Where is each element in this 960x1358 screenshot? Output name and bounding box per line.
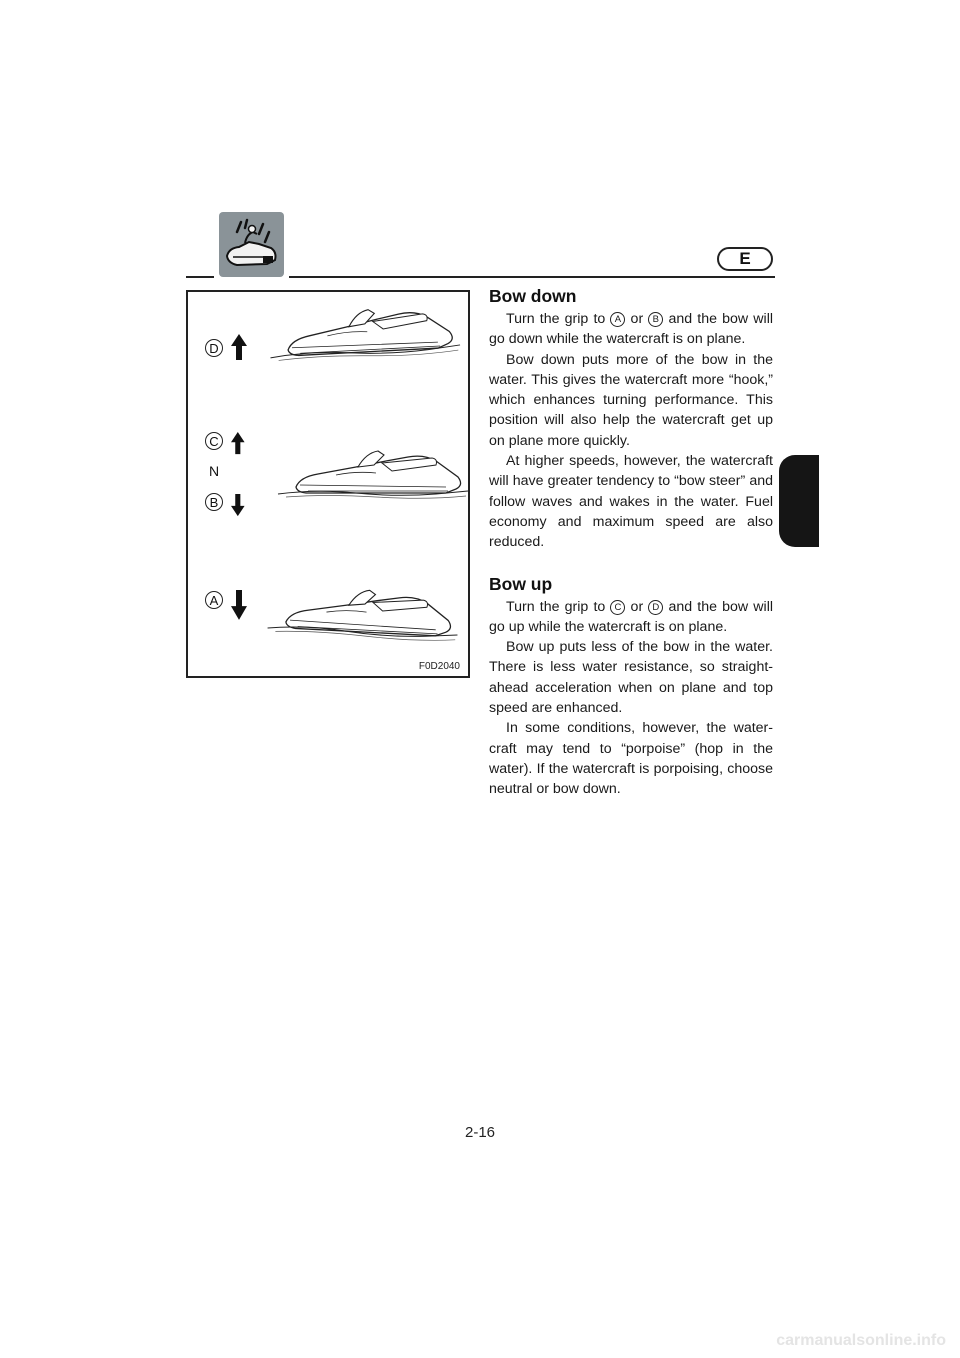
- paragraph: Bow up puts less of the bow in the water. There is less water resistance, so straight-ahead acceleration when on plane and top speed are enhanced.: [489, 639, 773, 717]
- craft-bow-up-high: [268, 305, 460, 362]
- arrow-down-icon: [231, 494, 245, 516]
- text-run: and the bow will go down while the watercraft is on plane.: [489, 311, 774, 348]
- paragraph: In some conditions, however, the water-craft may tend to “porpoise” (hop in the water). If the watercraft is porpoising, choose neutral or bow down.: [489, 720, 773, 798]
- section-heading-bow-down: Bow down: [489, 286, 577, 306]
- circled-label: D: [648, 600, 663, 615]
- label-n: N: [208, 463, 220, 479]
- circled-label: A: [610, 312, 625, 327]
- text-run: or: [625, 311, 649, 327]
- circled-label: C: [610, 600, 625, 615]
- paragraph: [489, 597, 773, 638]
- label-a: A: [209, 593, 219, 608]
- figure-code: F0D2040: [418, 661, 460, 672]
- label-b: B: [209, 495, 219, 510]
- craft-neutral: [278, 451, 468, 498]
- watermark: carmanualsonline.info: [776, 1332, 946, 1349]
- circled-label: B: [648, 312, 663, 327]
- trim-position-figure: [186, 290, 470, 678]
- header-rule-left: [186, 276, 214, 278]
- label-c: C: [209, 434, 219, 449]
- craft-bow-down: [267, 585, 459, 642]
- section-heading-bow-up: Bow up: [489, 573, 553, 594]
- language-badge: E: [717, 247, 773, 271]
- chapter-side-tab: [779, 455, 819, 547]
- paragraph: [489, 309, 773, 350]
- text-column: [489, 283, 773, 800]
- text-run: or: [625, 598, 649, 615]
- arrow-up-icon: [231, 334, 247, 360]
- text-run: and the bow will go up while the watercraft is on plane.: [489, 598, 774, 635]
- label-d: D: [209, 341, 219, 356]
- jet-ski-riding-icon: [219, 212, 284, 277]
- arrow-up-icon: [231, 432, 245, 454]
- page-number: 2-16: [464, 1124, 496, 1141]
- arrow-down-icon: [231, 590, 247, 620]
- paragraph: Bow down puts more of the bow in the water. This gives the watercraft more “hook,” which enhances turning performance. This position will also help the watercraft get up on plane more quickly.: [489, 351, 773, 449]
- paragraph: At higher speeds, however, the watercraft will have greater tendency to “bow steer” and follow waves and wakes in the water. Fuel economy and maximum speed are also reduced.: [489, 453, 773, 551]
- header-rule-right: [289, 276, 775, 278]
- text-run: Turn the grip to: [506, 598, 611, 615]
- text-run: Turn the grip to: [506, 311, 611, 327]
